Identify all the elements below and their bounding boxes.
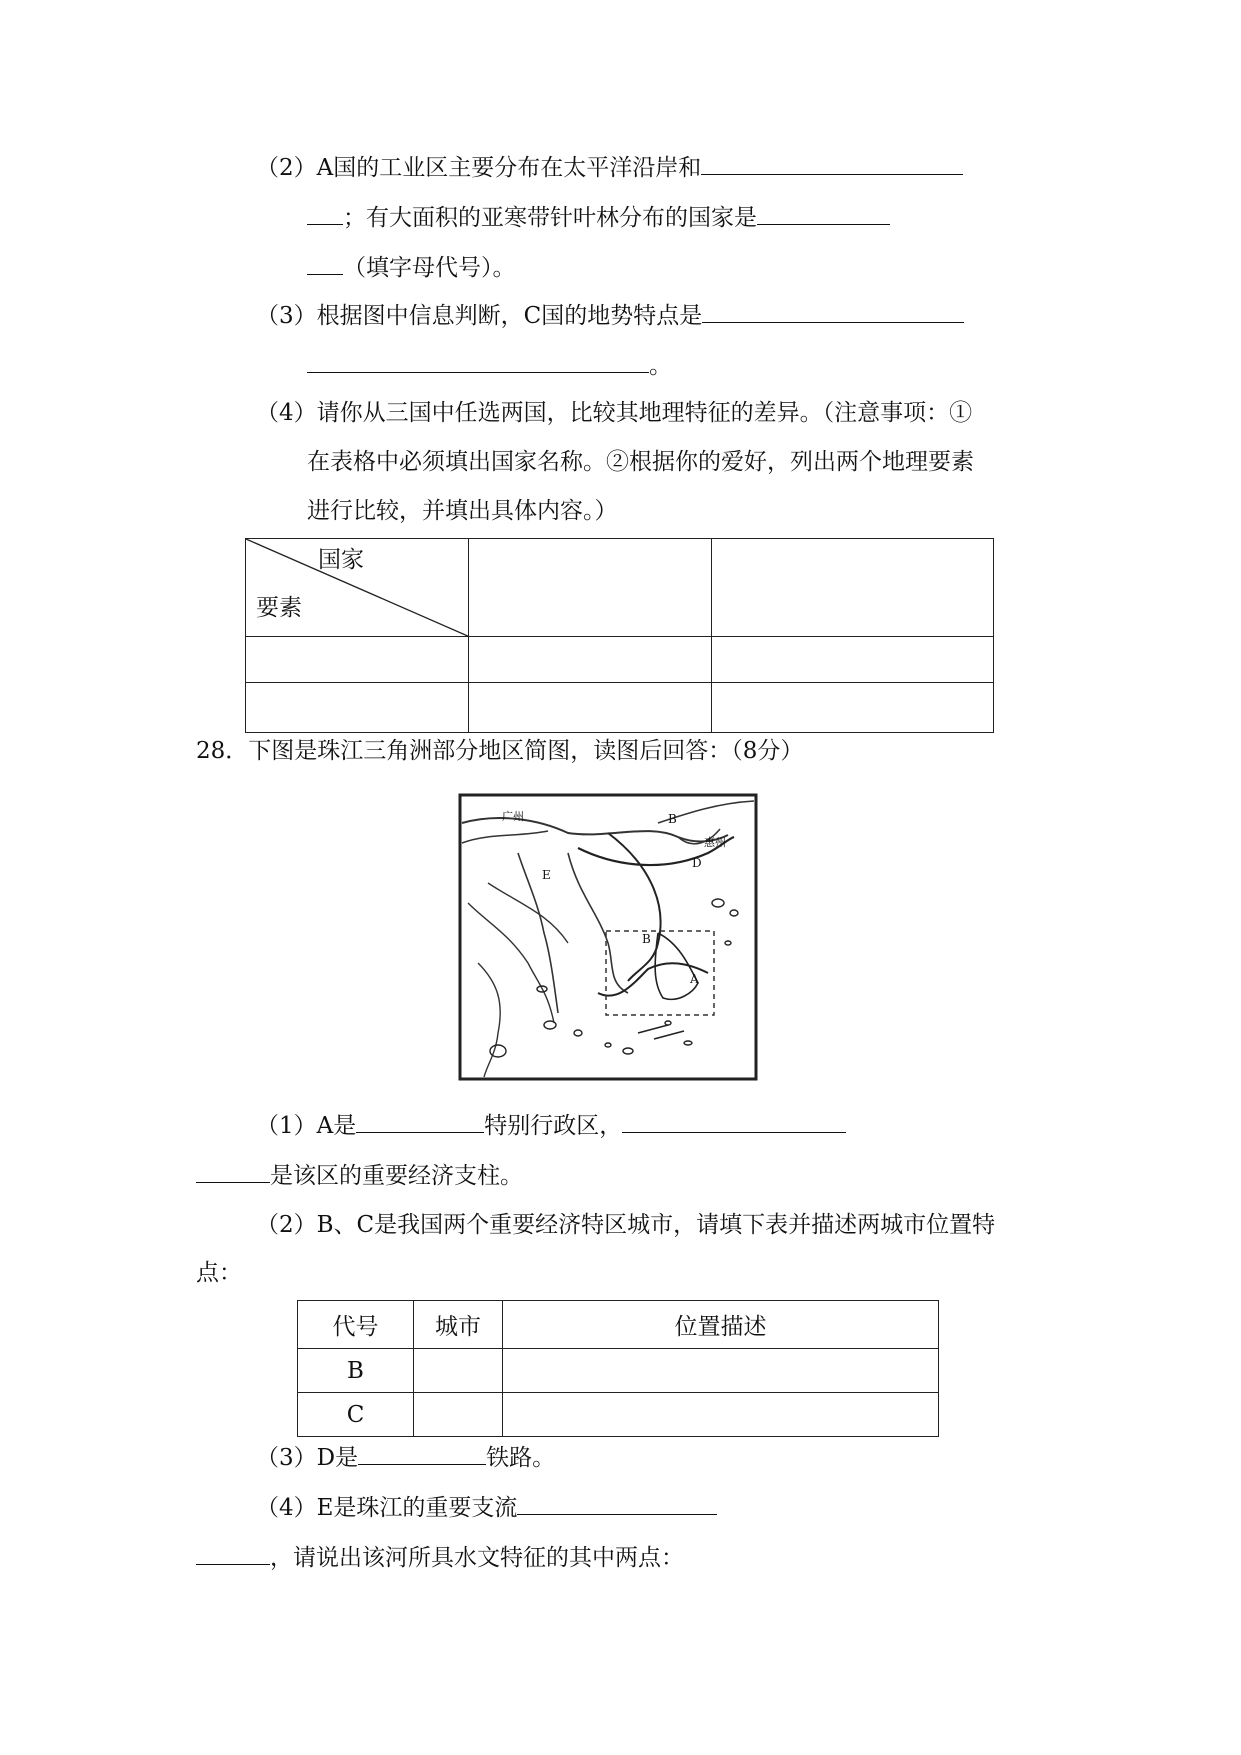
- table-cell[interactable]: [469, 637, 712, 683]
- q28-part1-text: （1）A是: [256, 1113, 357, 1139]
- table-cell[interactable]: [246, 637, 469, 683]
- q28-part3-text2: 铁路。: [486, 1445, 556, 1471]
- map-label-d: D: [692, 856, 702, 870]
- q27-part2-line3: [307, 252, 516, 283]
- header-element-label: 要素: [256, 595, 302, 621]
- map-label-e: E: [542, 868, 551, 882]
- map-label-b-mid: B: [642, 932, 651, 946]
- q27-part3-line2: [307, 350, 672, 381]
- q27-part4-line1: （4）请你从三国中任选两国，比较其地理特征的差异。（注意事项：①: [256, 400, 973, 426]
- table-cell[interactable]: [712, 683, 994, 733]
- q28-part3-text: （3）D是: [256, 1445, 359, 1471]
- answer-blank[interactable]: [517, 1492, 717, 1515]
- q27-part2-line2: [307, 202, 890, 233]
- header-country-label: 国家: [318, 547, 364, 573]
- answer-blank[interactable]: [307, 252, 343, 275]
- answer-blank[interactable]: [196, 1160, 270, 1183]
- map-label-huizhou: 惠州: [704, 836, 726, 849]
- map-label-a: A: [690, 972, 699, 986]
- pearl-river-delta-map: [458, 793, 758, 1083]
- q28-title: 28．下图是珠江三角洲部分地区简图，读图后回答：（8分）: [196, 738, 804, 764]
- q28-part1-line1: [256, 1110, 846, 1141]
- table-cell[interactable]: [469, 539, 712, 637]
- row-code-c: C: [298, 1393, 414, 1437]
- q27-part2-line1: [256, 152, 963, 183]
- q28-part1-text3: 是该区的重要经济支柱。: [270, 1163, 523, 1189]
- q28-part4-line1: [256, 1492, 717, 1523]
- row-code-b: B: [298, 1349, 414, 1393]
- q27-part3-line1: [256, 300, 964, 331]
- q27-part3-text: （3）根据图中信息判断，C国的地势特点是: [256, 303, 703, 329]
- table-cell[interactable]: [712, 539, 994, 637]
- answer-blank[interactable]: [358, 1442, 486, 1465]
- table-cell[interactable]: [246, 683, 469, 733]
- header-location: 位置描述: [503, 1301, 939, 1349]
- answer-blank[interactable]: [702, 300, 964, 323]
- answer-blank[interactable]: [757, 202, 890, 225]
- q28-part2-line2: 点：: [196, 1260, 242, 1286]
- map-label-b-top: B: [668, 812, 677, 826]
- q27-part4-line3: 进行比较，并填出具体内容。）: [307, 498, 618, 524]
- q27-part4-line2: 在表格中必须填出国家名称。②根据你的爱好，列出两个地理要素: [307, 449, 974, 475]
- table-cell[interactable]: [712, 637, 994, 683]
- q28-part1-text2: 特别行政区，: [484, 1113, 623, 1139]
- answer-blank[interactable]: [307, 202, 343, 225]
- q28-part3: [256, 1442, 555, 1473]
- q27-part2-text3: （填字母代号）。: [343, 255, 516, 281]
- answer-blank[interactable]: [701, 152, 963, 175]
- q28-part4-line2: [196, 1542, 684, 1573]
- q27-part3-end: 。: [649, 353, 672, 379]
- map-label-guangzhou: 广州: [502, 810, 524, 823]
- table-cell[interactable]: [503, 1393, 939, 1437]
- q27-part2-text2: ；有大面积的亚寒带针叶林分布的国家是: [343, 205, 757, 231]
- city-location-table: [297, 1300, 939, 1437]
- q28-part1-line2: [196, 1160, 523, 1191]
- answer-blank[interactable]: [356, 1110, 484, 1133]
- q28-part4-text2: ，请说出该河所具水文特征的其中两点：: [270, 1545, 684, 1571]
- answer-blank[interactable]: [622, 1110, 846, 1133]
- header-code: 代号: [298, 1301, 414, 1349]
- table-cell[interactable]: [414, 1393, 503, 1437]
- table-cell[interactable]: [469, 683, 712, 733]
- q28-part4-text: （4）E是珠江的重要支流: [256, 1495, 518, 1521]
- diagonal-header-cell: [246, 539, 469, 637]
- header-city: 城市: [414, 1301, 503, 1349]
- table-cell[interactable]: [503, 1349, 939, 1393]
- q27-part2-text: （2）A国的工业区主要分布在太平洋沿岸和: [256, 155, 702, 181]
- answer-blank[interactable]: [196, 1542, 270, 1565]
- answer-blank[interactable]: [307, 350, 649, 373]
- country-comparison-table: [245, 538, 994, 733]
- table-cell[interactable]: [414, 1349, 503, 1393]
- q28-part2-line1: （2）B、C是我国两个重要经济特区城市，请填下表并描述两城市位置特: [256, 1212, 996, 1238]
